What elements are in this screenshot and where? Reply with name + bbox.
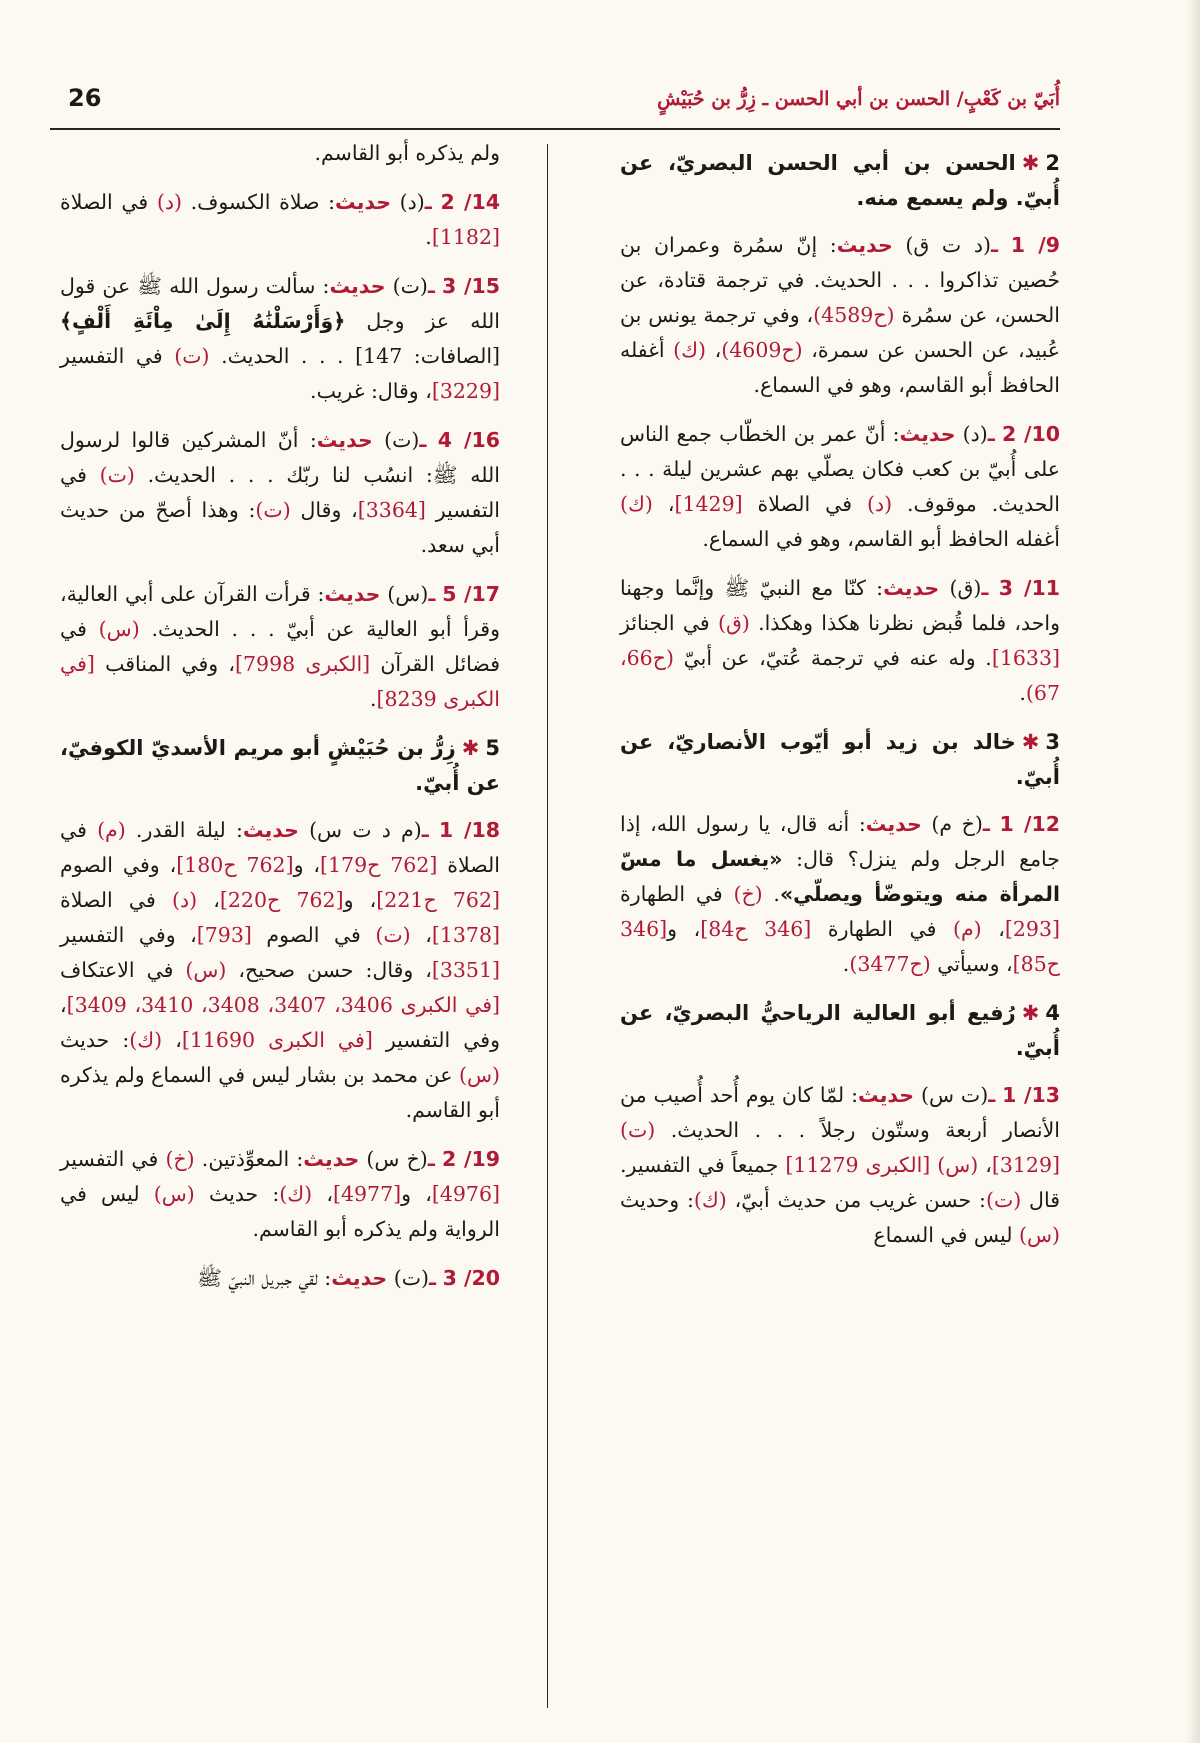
asterisk-icon: ✱ [1021, 151, 1040, 175]
source-symbol: (ت) [620, 1118, 656, 1142]
ref: [1182] [431, 225, 500, 249]
source-symbols: (ت) [393, 1266, 430, 1290]
hadith-text: أغفله الحافظ أبو القاسم، وهو في السماع. [620, 338, 1060, 397]
source-symbol: (ت) [99, 463, 135, 487]
hadith-text: في الصلاة [60, 888, 172, 912]
hadith-text: ، وقال: حسن صحيح، [226, 958, 432, 982]
hadith-keyword: حديث [836, 233, 893, 257]
hadith-keyword: حديث [883, 576, 940, 600]
quoted-text: «يغسل ما مسّ المرأة منه ويتوضّأ ويصلّي» [620, 847, 1060, 906]
ref: (ح66، 67) [620, 646, 1060, 705]
entry-heading-2 [620, 146, 1060, 216]
column-divider [547, 144, 548, 1708]
asterisk-icon: ✱ [1021, 1001, 1040, 1025]
hadith-text: في الجنائز [620, 611, 718, 635]
source-symbols: (د ت ق) [905, 233, 992, 257]
hadith-text: ، [706, 338, 722, 362]
hadith-9 [620, 228, 1060, 403]
hadith-text: في الاعتكاف [60, 958, 186, 982]
dash: ـ [419, 428, 427, 452]
hadith-keyword: حديث [242, 818, 299, 842]
dash: ـ [429, 1266, 437, 1290]
ref: [3229] [431, 379, 500, 403]
hadith-number: 16/ 4 [437, 428, 500, 452]
entry-number: 3 [1045, 730, 1060, 754]
ref: [الكبرى 7998] [235, 652, 371, 676]
dash: ـ [991, 233, 999, 257]
ref: [793] [196, 923, 252, 947]
hadith-text: جميعاً في التفسير. قال [620, 1153, 1060, 1212]
hadith-text: : أنه قال، يا رسول الله، إذا جامع الرجل ولم ينزل؟ قال: [620, 812, 1060, 871]
hadith-text: : حديث [194, 1182, 280, 1206]
left-column [60, 136, 500, 1310]
entry-title: الحسن بن أبي الحسن البصريّ، عن أُبيّ. ولم يسمع منه. [620, 151, 1060, 210]
source-symbols: (ت) [384, 428, 420, 452]
hadith-keyword: حديث [303, 1147, 360, 1171]
hadith-text: ولم يذكره أبو القاسم. [314, 141, 500, 165]
hadith-text: ، وفي التفسير [60, 993, 500, 1052]
hadith-text: في التفسير [60, 344, 175, 368]
hadith-text: ، وفي المناقب [94, 652, 236, 676]
ref: [3351] [431, 958, 500, 982]
ref: (ح4589) [813, 303, 895, 327]
source-symbol: (ك) [279, 1182, 313, 1206]
hadith-text: . [1019, 681, 1026, 705]
hadith-20 [60, 1261, 500, 1296]
source-symbols: (ت) [392, 274, 428, 298]
ref: [762 ح221] [376, 888, 500, 912]
hadith-number: 15/ 3 [442, 274, 500, 298]
dash: ـ [424, 190, 432, 214]
hadith-number: 9/ 1 [1010, 233, 1060, 257]
hadith-text: : أنّ المشركين قالوا لرسول الله ﷺ: انسُب لنا ربّك . . . الحديث. [60, 428, 500, 487]
hadith-text: في الصلاة [60, 190, 157, 214]
source-symbol: (ت) [375, 923, 411, 947]
hadith-16 [60, 423, 500, 563]
asterisk-icon: ✱ [1021, 730, 1040, 754]
hadith-text: : لمّا كان يوم أُحد أُصيب من الأنصار أربعة وستّون رجلاً . . . الحديث. [620, 1083, 1060, 1142]
ref: [762 ح220] [219, 888, 344, 912]
hadith-number: 19/ 2 [441, 1147, 501, 1171]
hadith-text: : أنّ عمر بن الخطّاب جمع الناس على أُبيّ بن كعب فكان يصلّي بهم عشرين ليلة . . . الحديث. موقوف. [620, 422, 1060, 516]
entry-title: خالد بن زيد أبو أيّوب الأنصاريّ، عن أُبيّ. [620, 730, 1060, 789]
entry-number: 4 [1045, 1001, 1060, 1025]
hadith-text: : إنّ سمُرة وعمران بن حُصين تذاكروا . . . الحديث. في ترجمة قتادة، عن الحسن، عن سمُرة [620, 233, 1060, 327]
hadith-text: : وهذا أصحّ من حديث أبي سعد. [60, 498, 500, 557]
source-symbol: (خ) [733, 882, 763, 906]
hadith-text: ، و [401, 1182, 432, 1206]
hadith-number: 11/ 3 [998, 576, 1061, 600]
hadith-keyword: حديث [858, 1083, 915, 1107]
ref: (ح4609) [721, 338, 803, 362]
source-symbol: (ت) [255, 498, 291, 522]
hadith-text: في الطهارة [620, 882, 734, 906]
entry-number: 5 [485, 736, 500, 760]
dash: ـ [987, 422, 995, 446]
hadith-text: ، وفي التفسير [60, 923, 197, 947]
hadith-text: في الطهارة [811, 917, 953, 941]
ref: [4976] [431, 1182, 500, 1206]
page-edge [1186, 0, 1200, 1743]
ref: [293] [1004, 917, 1060, 941]
source-symbols: (ت س) [920, 1083, 989, 1107]
entry-title: زِرُّ بن حُبَيْشٍ أبو مريم الأسديّ الكوفيّ، عن أُبيّ. [60, 736, 500, 795]
ref: [في الكبرى 8239] [60, 652, 500, 711]
entry-heading-5 [60, 731, 500, 801]
ref: [762 ح180] [176, 853, 294, 877]
dash: ـ [988, 1083, 996, 1107]
source-symbol: (ك) [129, 1028, 163, 1052]
hadith-text: ، و [667, 917, 701, 941]
hadith-text: في الصلاة [742, 492, 867, 516]
source-symbol: (خ) [165, 1147, 195, 1171]
hadith-14 [60, 185, 500, 255]
hadith-text: في الصلاة [60, 818, 500, 877]
source-symbols: (س) [387, 582, 429, 606]
ref: [1378] [431, 923, 500, 947]
source-symbol: (د) [171, 888, 198, 912]
source-symbol: (س) [185, 958, 227, 982]
hadith-text: ، وقال: غريب. [310, 379, 432, 403]
hadith-text: : كنّا مع النبيّ ﷺ وإنَّما وجهنا واحد، فلما قُبض نظرنا هكذا وهكذا. [620, 576, 1060, 635]
hadith-text: في فضائل القرآن [60, 617, 500, 676]
entry-title: رُفيع أبو العالية الرياحيُّ البصريّ، عن أُبيّ. [620, 1001, 1060, 1060]
dash: ـ [981, 576, 989, 600]
source-symbols: (خ س) [366, 1147, 428, 1171]
hadith-text: : سألت رسول الله ﷺ عن قول الله عز وجل [60, 274, 500, 333]
ref: [الكبرى 11279] [785, 1153, 938, 1177]
hadith-text: : قرأت القرآن على أبي العالية، وقرأ أبو العالية عن أبيّ . . . الحديث. [60, 582, 501, 641]
hadith-text: : ليلة القدر. [125, 818, 243, 842]
text-columns [50, 136, 1060, 1718]
ref: (ح3477) [849, 952, 931, 976]
hadith-text: في التفسير [60, 1147, 166, 1171]
hadith-text: ، [162, 1028, 182, 1052]
hadith-number: 17/ 5 [442, 582, 500, 606]
page-number: 26 [68, 84, 102, 112]
hadith-11 [620, 571, 1060, 711]
source-symbols: (م د ت س) [309, 818, 422, 842]
hadith-text: ليس في السماع [873, 1223, 1019, 1247]
hadith-text: ، [312, 1182, 333, 1206]
dash: ـ [427, 1147, 435, 1171]
continued-text [60, 136, 500, 171]
hadith-19 [60, 1142, 500, 1247]
source-symbol: (س) [1018, 1223, 1060, 1247]
hadith-number: 18/ 1 [438, 818, 500, 842]
hadith-number: 14/ 2 [440, 190, 500, 214]
hadith-text: : حسن غريب من حديث أبيّ، [726, 1188, 986, 1212]
source-symbol: (د) [156, 190, 182, 214]
hadith-text: [الصافات: 147] . . . الحديث. [209, 344, 501, 368]
ref: [346 ح85] [620, 917, 1060, 976]
ref: [في الكبرى 11690] [181, 1028, 373, 1052]
source-symbol: (ت) [174, 344, 210, 368]
hadith-text: ، وفي الصوم [60, 853, 177, 877]
source-symbol: (م) [97, 818, 126, 842]
hadith-text: ، [197, 888, 220, 912]
entry-number: 2 [1045, 151, 1060, 175]
hadith-17 [60, 577, 500, 717]
source-symbol: (س) [98, 617, 140, 641]
dash: ـ [982, 812, 990, 836]
source-symbol: (م) [952, 917, 982, 941]
hadith-text: ، وقال [290, 498, 358, 522]
entry-heading-3 [620, 725, 1060, 795]
dash: ـ [421, 818, 429, 842]
hadith-text: : حديث [60, 1028, 130, 1052]
hadith-keyword: حديث [316, 428, 373, 452]
source-symbol: (د) [866, 492, 893, 516]
hadith-number: 12/ 1 [999, 812, 1060, 836]
hadith-text: . [425, 225, 432, 249]
hadith-keyword: حديث [865, 812, 922, 836]
ref: [3364] [357, 498, 426, 522]
source-symbol: (ك) [620, 492, 653, 516]
hadith-13 [620, 1078, 1060, 1253]
source-symbols: (خ م) [931, 812, 983, 836]
source-symbol: (ك) [693, 1188, 727, 1212]
ref: [في الكبرى 3406، 3407، 3408، 3410، 3409] [66, 993, 500, 1017]
entry-heading-4 [620, 996, 1060, 1066]
hadith-text: ، و [343, 888, 377, 912]
ref: [3129] [991, 1153, 1060, 1177]
hadith-text: . [369, 687, 377, 711]
ref: [346 ح84] [700, 917, 812, 941]
source-symbol: (ق) [717, 611, 750, 635]
hadith-keyword: حديث [329, 274, 386, 298]
hadith-text: ، وسيأتي [930, 952, 1013, 976]
ref: [762 ح179] [320, 853, 438, 877]
hadith-text: ، و [293, 853, 320, 877]
source-symbols: (ق) [949, 576, 982, 600]
source-symbol: (س) [937, 1153, 979, 1177]
source-symbol: (ك) [673, 338, 707, 362]
source-symbols: (د) [962, 422, 988, 446]
hadith-text: ، [978, 1153, 992, 1177]
hadith-text: ، [410, 923, 432, 947]
hadith-10 [620, 417, 1060, 557]
ref: [1429] [674, 492, 743, 516]
hadith-text: ، [981, 917, 1005, 941]
hadith-number: 20/ 3 [442, 1266, 500, 1290]
ref: [1633] [991, 646, 1060, 670]
hadith-text: في الصوم [251, 923, 376, 947]
hadith-text: . [842, 952, 850, 976]
hadith-text: ، [652, 492, 675, 516]
source-symbol: (س) [153, 1182, 195, 1206]
quran-verse: ﴿وَأَرْسَلْنَٰهُ إِلَىٰ مِاْئَةِ أَلْفٍ﴾ [60, 309, 346, 333]
hadith-text: : صلاة الكسوف. [181, 190, 336, 214]
running-head [50, 78, 1060, 130]
source-symbol: (س) [458, 1063, 500, 1087]
hadith-keyword: حديث [324, 582, 381, 606]
hadith-number: 10/ 2 [1001, 422, 1060, 446]
hadith-text: : وحديث [620, 1188, 694, 1212]
source-symbols: (د) [399, 190, 425, 214]
asterisk-icon: ✱ [461, 736, 480, 760]
source-symbol: (ت) [985, 1188, 1022, 1212]
book-page [50, 78, 1060, 1718]
dash: ـ [428, 582, 436, 606]
hadith-keyword: حديث [899, 422, 956, 446]
hadith-15 [60, 269, 500, 409]
dash: ـ [427, 274, 435, 298]
hadith-keyword: حديث [335, 190, 392, 214]
hadith-text: : المعوِّذتين. [194, 1147, 304, 1171]
right-column [620, 136, 1060, 1267]
hadith-number: 13/ 1 [1002, 1083, 1060, 1107]
hadith-text: . وله عنه في ترجمة عُتيّ، عن أبيّ [673, 646, 992, 670]
hadith-text: أغفله الحافظ أبو القاسم، وهو في السماع. [702, 527, 1060, 551]
hadith-12 [620, 807, 1060, 982]
hadith-text: في التفسير [60, 463, 500, 522]
hadith-keyword: حديث [331, 1266, 388, 1290]
hadith-text: ، وفي ترجمة يونس بن عُبيد، عن الحسن عن سمرة، [620, 303, 1060, 362]
ref: [4977] [332, 1182, 402, 1206]
hadith-text: ليس في الرواية ولم يذكره أبو القاسم. [60, 1182, 500, 1241]
running-head-title: أُبَيّ بن كَعْبٍ/ الحسن بن أبي الحسن ـ زِرُّ بن حُبَيْشٍ [657, 88, 1060, 110]
hadith-text: . [762, 882, 780, 906]
hadith-18 [60, 813, 500, 1128]
hadith-text: : لقي جبريل النبيّ ﷺ [197, 1266, 332, 1290]
hadith-text: عن محمد بن بشار ليس في السماع ولم يذكره أبو القاسم. [60, 1063, 500, 1122]
